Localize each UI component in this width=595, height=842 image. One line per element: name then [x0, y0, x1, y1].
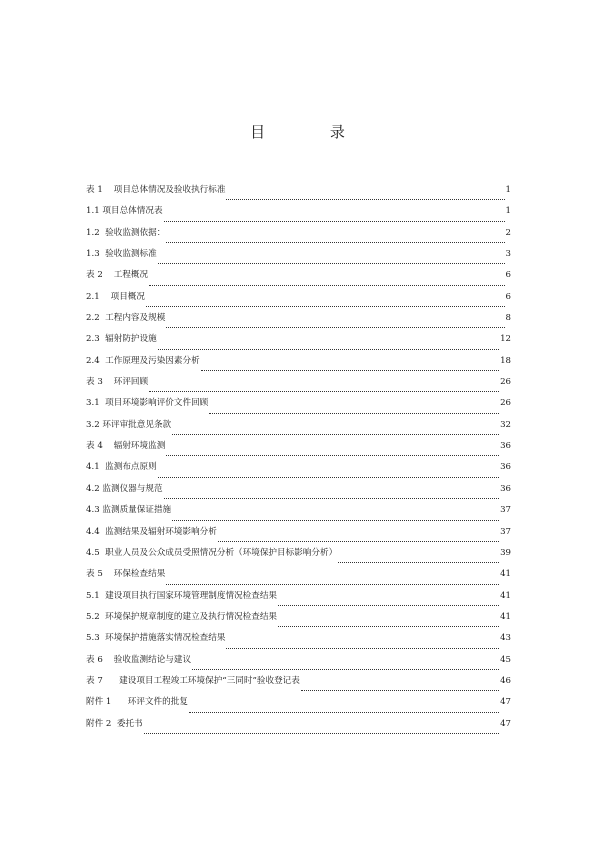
- toc-entry[interactable]: [86, 526, 511, 547]
- toc-entry[interactable]: [86, 611, 511, 632]
- toc-entry-page-number: 39: [500, 547, 511, 558]
- toc-entry-label: 2.2 工程内容及规模: [86, 313, 166, 324]
- toc-entry-page-number: 37: [500, 505, 511, 516]
- toc-entry[interactable]: [86, 333, 511, 354]
- toc-entry-label: 表 3 环评回顾: [86, 377, 149, 388]
- toc-entry-label: 3.2 环评审批意见条款: [86, 419, 172, 430]
- toc-entry-label: 表 2 工程概况: [86, 270, 149, 281]
- toc-entry-label: 1.2 验收监测依据：: [86, 227, 166, 238]
- toc-entry-label: 表 1 项目总体情况及验收执行标准: [86, 185, 226, 195]
- toc-entry-page-number: 2: [505, 227, 511, 238]
- toc-entry[interactable]: [86, 568, 511, 589]
- toc-dot-leader: [144, 733, 499, 734]
- toc-entry-label: 2.3 辐射防护设施: [86, 334, 157, 345]
- toc-dot-leader: [226, 648, 499, 649]
- toc-dot-leader: [146, 306, 505, 307]
- toc-entry[interactable]: [86, 440, 511, 461]
- toc-dot-leader: [301, 690, 499, 691]
- toc-dot-leader: [158, 477, 499, 478]
- toc-entry[interactable]: [86, 675, 511, 696]
- toc-entry-page-number: 18: [500, 355, 511, 366]
- toc-dot-leader: [226, 199, 504, 200]
- toc-dot-leader: [149, 391, 499, 392]
- toc-dot-leader: [166, 455, 499, 456]
- toc-entry-label: 4.3 监测质量保证措施: [86, 505, 172, 516]
- toc-entry-label: 表 5 环保检查结果: [86, 569, 166, 580]
- toc-entry-label: 4.2 监测仪器与规范: [86, 483, 163, 494]
- toc-entry[interactable]: [86, 547, 511, 568]
- toc-entry-page-number: 47: [500, 718, 511, 729]
- toc-entry-label: 3.1 项目环境影响评价文件回顾: [86, 398, 209, 409]
- toc-entry-label: 表 4 辐射环境监测: [86, 441, 166, 452]
- toc-entry-page-number: 32: [500, 419, 511, 430]
- toc-entry-label: 4.5 职业人员及公众成员受照情况分析（环境保护目标影响分析）: [86, 547, 338, 558]
- toc-entry[interactable]: [86, 269, 511, 290]
- toc-entry-label: 1.3 验收监测标准: [86, 249, 157, 260]
- toc-dot-leader: [166, 242, 504, 243]
- toc-entry-label: 5.1 建设项目执行国家环境管理制度情况检查结果: [86, 590, 278, 601]
- toc-dot-leader: [149, 285, 504, 286]
- toc-entry-label: 附件 2 委托书: [86, 718, 143, 729]
- toc-entry-page-number: 37: [500, 526, 511, 537]
- toc-entry-page-number: 6: [505, 291, 511, 302]
- toc-dot-leader: [192, 669, 499, 670]
- toc-entry[interactable]: [86, 483, 511, 504]
- toc-entry-page-number: 6: [505, 270, 511, 281]
- toc-entry[interactable]: [86, 184, 511, 205]
- toc-dot-leader: [158, 263, 505, 264]
- toc-dot-leader: [166, 584, 499, 585]
- toc-entry-page-number: 26: [500, 398, 511, 409]
- toc-entry-label: 表 6 验收监测结论与建议: [86, 654, 192, 665]
- toc-dot-leader: [189, 712, 499, 713]
- toc-entry-page-number: 3: [505, 249, 511, 260]
- toc-entry-page-number: 1: [505, 206, 511, 217]
- toc-entry[interactable]: [86, 355, 511, 376]
- toc-entry[interactable]: [86, 590, 511, 611]
- toc-entry-page-number: 36: [500, 441, 511, 452]
- toc-dot-leader: [278, 605, 499, 606]
- toc-entry[interactable]: [86, 632, 511, 653]
- toc-entry[interactable]: [86, 376, 511, 397]
- toc-entry[interactable]: [86, 291, 511, 312]
- toc-entry-label: 4.4 监测结果及辐射环境影响分析: [86, 526, 217, 537]
- toc-entry-page-number: 45: [500, 654, 511, 665]
- toc-dot-leader: [218, 541, 499, 542]
- toc-entry[interactable]: [86, 504, 511, 525]
- toc-entry-label: 1.1 项目总体情况表: [86, 206, 163, 217]
- toc-entry-label: 4.1 监测布点原则: [86, 462, 157, 473]
- toc-entry-label: 附件 1 环评文件的批复: [86, 697, 188, 708]
- toc-entry-page-number: 12: [500, 334, 511, 345]
- toc-dot-leader: [209, 413, 499, 414]
- toc-dot-leader: [338, 562, 499, 563]
- toc-entry-page-number: 36: [500, 462, 511, 473]
- toc-entry-page-number: 43: [500, 633, 511, 644]
- toc-entry[interactable]: [86, 654, 511, 675]
- toc-entry-page-number: 46: [500, 675, 511, 686]
- toc-entry-label: 表 7 建设项目工程竣工环境保护“三同时”验收登记表: [86, 675, 300, 686]
- toc-dot-leader: [158, 349, 499, 350]
- toc-entry[interactable]: [86, 397, 511, 418]
- table-of-contents: [86, 184, 511, 739]
- toc-entry[interactable]: [86, 696, 511, 717]
- toc-dot-leader: [172, 520, 499, 521]
- toc-entry-page-number: 1: [505, 185, 511, 195]
- toc-entry-page-number: 36: [500, 483, 511, 494]
- toc-entry[interactable]: [86, 205, 511, 226]
- toc-entry-label: 5.3 环境保护措施落实情况检查结果: [86, 633, 226, 644]
- toc-dot-leader: [278, 626, 499, 627]
- toc-dot-leader: [166, 327, 504, 328]
- toc-entry-label: 5.2 环境保护规章制度的建立及执行情况检查结果: [86, 611, 278, 622]
- toc-entry[interactable]: [86, 248, 511, 269]
- toc-dot-leader: [164, 498, 500, 499]
- toc-entry-page-number: 26: [500, 377, 511, 388]
- toc-entry-page-number: 41: [500, 590, 511, 601]
- toc-entry-page-number: 41: [500, 611, 511, 622]
- toc-entry-label: 2.1 项目概况: [86, 291, 145, 302]
- toc-dot-leader: [201, 370, 499, 371]
- page-title: 目 录: [250, 123, 375, 141]
- toc-entry-page-number: 8: [505, 313, 511, 324]
- toc-entry[interactable]: [86, 718, 511, 739]
- toc-entry-page-number: 41: [500, 569, 511, 580]
- toc-entry[interactable]: [86, 419, 511, 440]
- toc-dot-leader: [172, 434, 499, 435]
- toc-entry-page-number: 47: [500, 697, 511, 708]
- toc-dot-leader: [164, 221, 505, 222]
- toc-entry[interactable]: [86, 227, 511, 248]
- toc-entry-label: 2.4 工作原理及污染因素分析: [86, 355, 200, 366]
- toc-entry[interactable]: [86, 461, 511, 482]
- toc-entry[interactable]: [86, 312, 511, 333]
